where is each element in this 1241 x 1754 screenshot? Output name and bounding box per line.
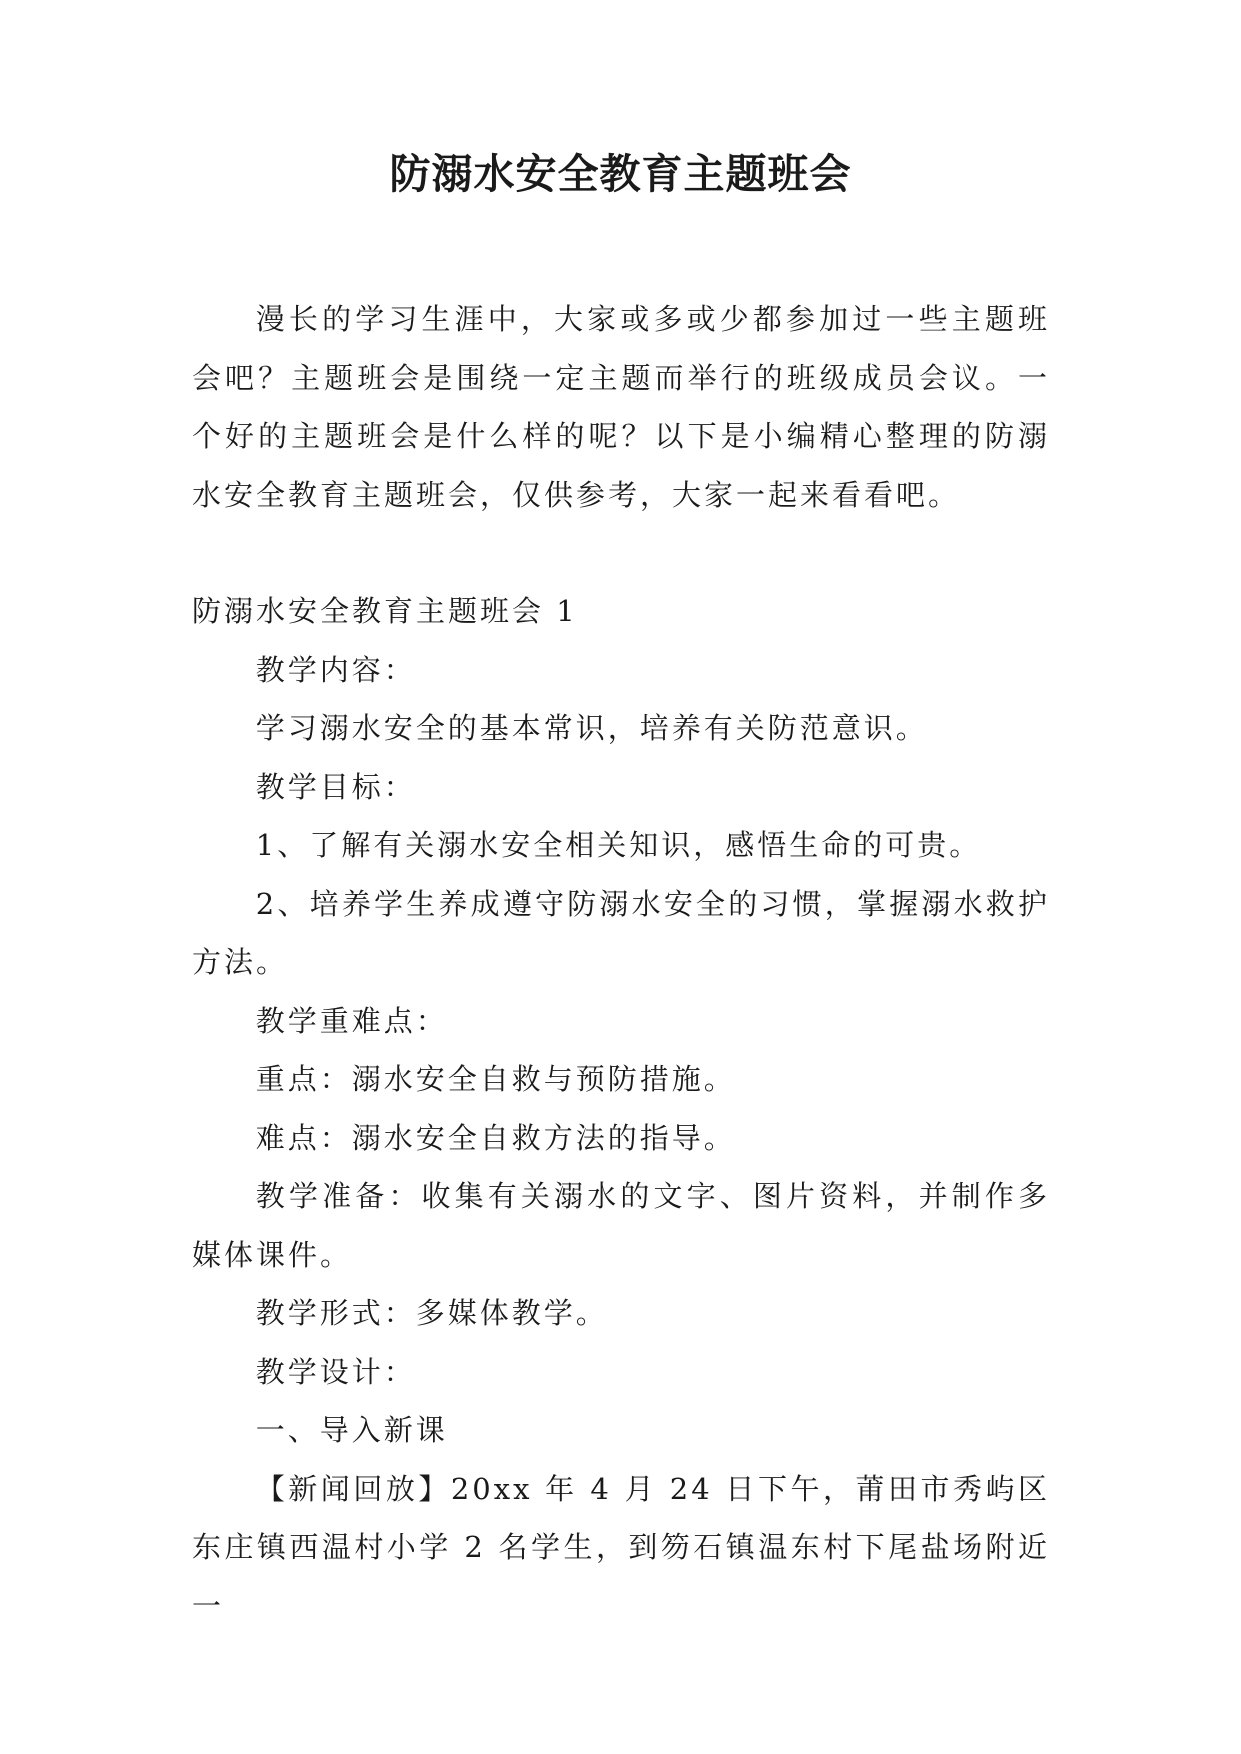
paragraph-preparation: 教学准备：收集有关溺水的文字、图片资料，并制作多媒体课件。 <box>192 1179 1050 1272</box>
paragraph-teaching-content-label: 教学内容： <box>255 652 416 687</box>
paragraph-goal-2: 2、培养学生养成遵守防溺水安全的习惯，掌握溺水救护方法。 <box>192 886 1050 979</box>
paragraph-goal-1: 1、了解有关溺水安全相关知识，感悟生命的可贵。 <box>255 828 982 862</box>
paragraph-teaching-form: 教学形式：多媒体教学。 <box>255 1296 608 1330</box>
section-heading: 防溺水安全教育主题班会 1 <box>192 594 578 628</box>
paragraph-teaching-design-label: 教学设计： <box>255 1354 416 1389</box>
intro-paragraph: 漫长的学习生涯中，大家或多或少都参加过一些主题班会吧？主题班会是围绕一定主题而举行的班级成员会议。一个好的主题班会是什么样的呢？以下是小编精心整理的防溺水安全教育主题班会，仅供参考，大家一起来看看吧。 <box>192 302 1050 512</box>
paragraph-news-replay: 【新闻回放】20xx 年 4 月 24 日下午，莆田市秀屿区东庄镇西温村小学 2 名学生，到笏石镇温东村下尾盐场附近一 <box>192 1471 1050 1623</box>
paragraph-lesson-intro-heading: 一、导入新课 <box>255 1413 448 1447</box>
paragraph-teaching-goals-label: 教学目标： <box>255 769 416 804</box>
document-title: 防溺水安全教育主题班会 <box>389 150 852 198</box>
paragraph-teaching-content: 学习溺水安全的基本常识，培养有关防范意识。 <box>255 711 928 745</box>
paragraph-key-point: 重点：溺水安全自救与预防措施。 <box>255 1062 736 1096</box>
paragraph-key-difficulties-label: 教学重难点： <box>255 1003 448 1038</box>
paragraph-difficulty: 难点：溺水安全自救方法的指导。 <box>255 1120 736 1155</box>
document-body <box>192 290 1050 1635</box>
